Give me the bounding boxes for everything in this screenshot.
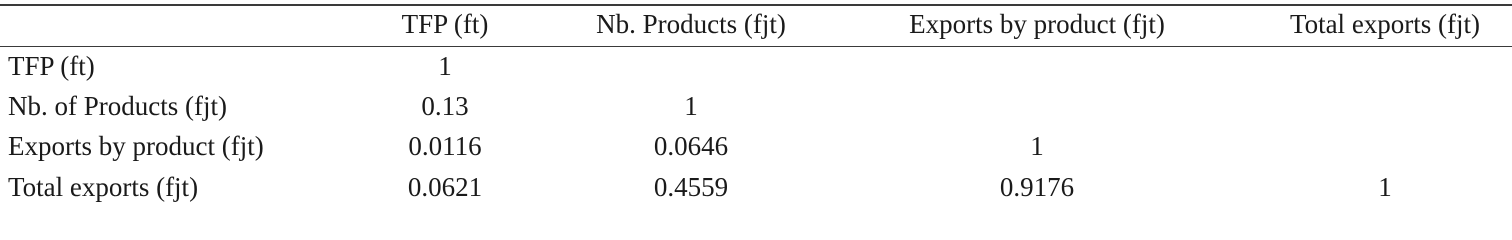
table-cell: 0.0621 (407, 172, 483, 202)
table-cell (872, 46, 1202, 86)
column-header: Nb. Products (fjt) (596, 9, 786, 39)
row-label: TFP (ft) (8, 51, 95, 81)
table-cell: 1 (438, 51, 452, 81)
table-cell: 0.0646 (653, 131, 729, 161)
table-header-row (0, 4, 1512, 44)
table-cell (1262, 46, 1508, 86)
table-row (0, 167, 1512, 207)
column-header: Exports by product (fjt) (909, 9, 1165, 39)
table-cell: 0.9176 (999, 172, 1075, 202)
table-cell (560, 46, 822, 86)
table-cell: 1 (1378, 172, 1392, 202)
table-row (0, 46, 1512, 86)
row-label: Total exports (fjt) (8, 172, 199, 202)
table-row (0, 126, 1512, 166)
table-cell (872, 86, 1202, 126)
table-cell: 0.4559 (653, 172, 729, 202)
table-cell: 0.13 (421, 91, 469, 121)
row-label: Exports by product (fjt) (8, 131, 264, 161)
table-cell: 0.0116 (408, 131, 482, 161)
column-header: Total exports (fjt) (1289, 9, 1481, 39)
table-cell: 1 (1030, 131, 1044, 161)
table-cell: 1 (684, 91, 698, 121)
table-cell (1262, 86, 1508, 126)
table-cell (1262, 126, 1508, 166)
table-row (0, 86, 1512, 126)
row-label: Nb. of Products (fjt) (8, 91, 227, 121)
column-header: TFP (ft) (401, 9, 489, 39)
